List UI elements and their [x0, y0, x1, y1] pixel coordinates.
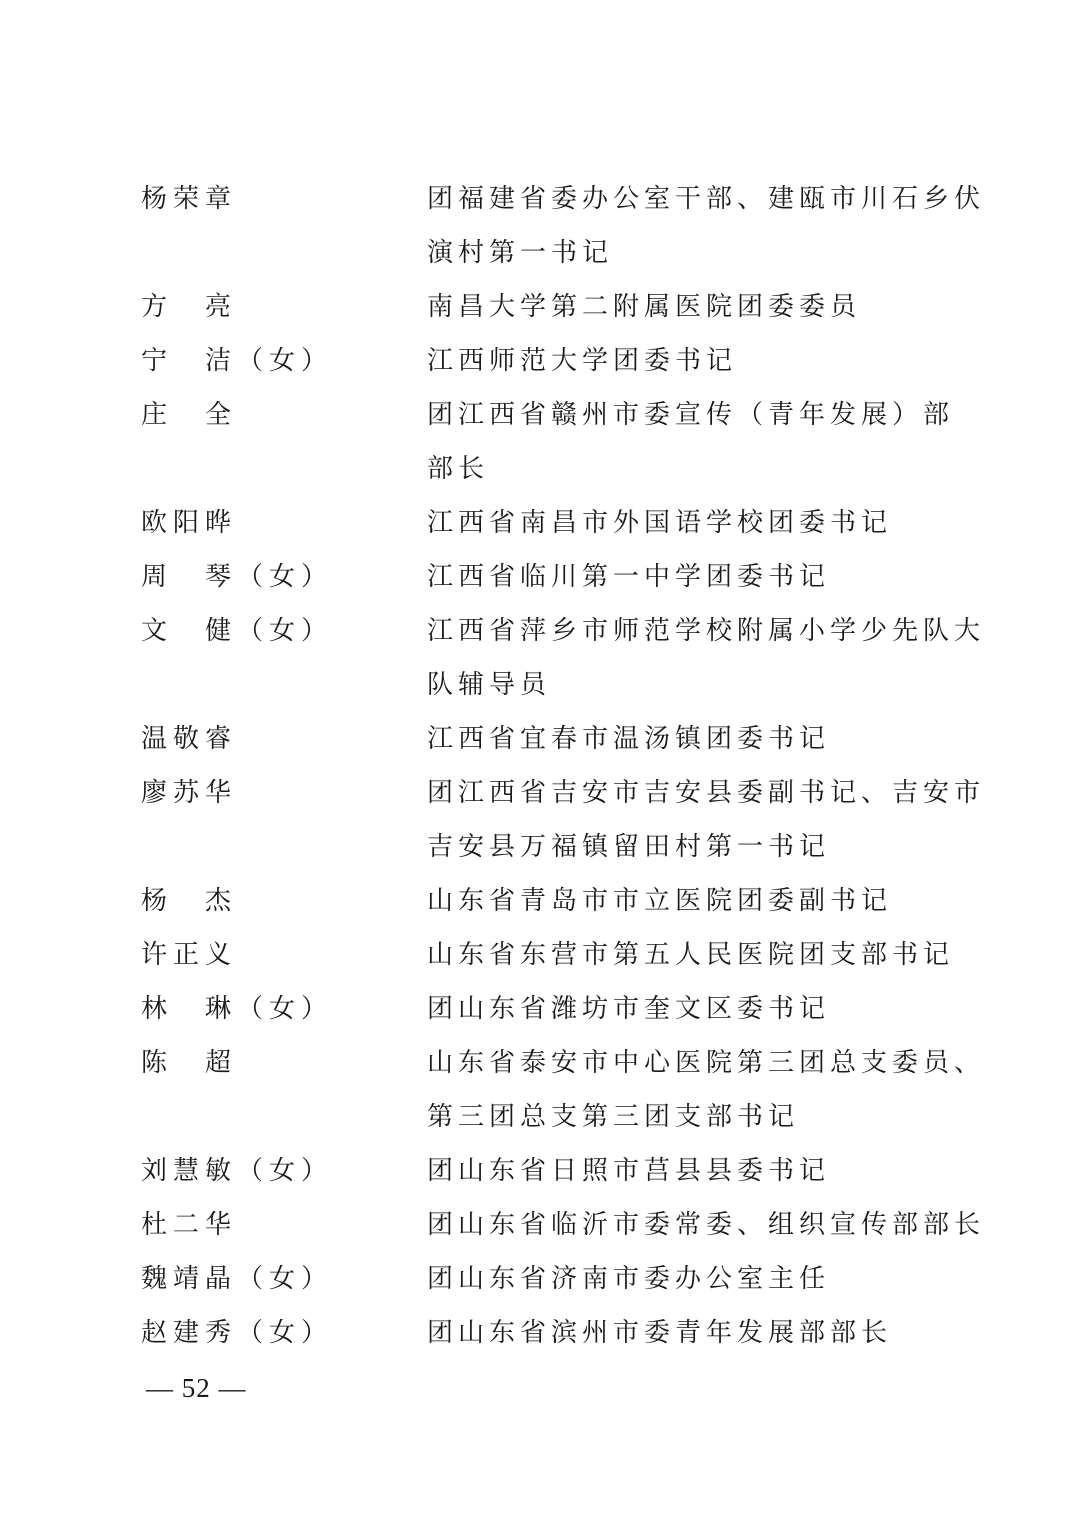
- person-title: [427, 874, 947, 928]
- list-entry: [0, 874, 1080, 928]
- person-name: 方 亮: [141, 292, 238, 322]
- page-number: — 52 —: [146, 1373, 247, 1403]
- list-entry: [0, 982, 1080, 1036]
- list-entry: [0, 712, 1080, 766]
- title-line: 山东省青岛市市立医院团委副书记: [427, 886, 893, 916]
- list-entry: [0, 334, 1080, 388]
- person-title: [427, 172, 986, 280]
- list-entry: [0, 496, 1080, 550]
- title-line: 江西省南昌市外国语学校团委书记: [427, 508, 893, 538]
- person-name: 温敬睿: [141, 724, 238, 754]
- list-entry: [0, 604, 1080, 712]
- title-line: 部长: [427, 454, 490, 484]
- title-line: 山东省泰安市中心医院第三团总支委员、: [427, 1048, 986, 1078]
- title-line: 团山东省潍坊市奎文区委书记: [427, 994, 831, 1024]
- title-line: 团福建省委办公室干部、建瓯市川石乡伏: [427, 184, 986, 214]
- person-name: 宁 洁（女）: [141, 346, 334, 376]
- person-title: [427, 388, 955, 496]
- person-name: 魏靖晶（女）: [141, 1264, 334, 1294]
- title-line: 江西省萍乡市师范学校附属小学少先队大: [427, 616, 986, 646]
- list-entry: [0, 550, 1080, 604]
- person-name: 廖苏华: [141, 778, 238, 808]
- person-name: 杨荣章: [141, 184, 238, 214]
- person-title: [427, 766, 986, 874]
- person-name: 欧阳晔: [141, 508, 238, 538]
- person-title: [427, 1198, 986, 1252]
- list-entry: [0, 766, 1080, 874]
- person-name: 杜二华: [141, 1210, 238, 1240]
- person-name: 杨 杰: [141, 886, 238, 916]
- title-line: 团山东省济南市委办公室主任: [427, 1264, 831, 1294]
- list-entry: [0, 928, 1080, 982]
- list-entry: [0, 388, 1080, 496]
- list-entry: [0, 1198, 1080, 1252]
- title-line: 山东省东营市第五人民医院团支部书记: [427, 940, 955, 970]
- title-line: 演村第一书记: [427, 238, 614, 268]
- title-line: 团江西省吉安市吉安县委副书记、吉安市: [427, 778, 986, 808]
- person-name: 林 琳（女）: [141, 994, 334, 1024]
- list-entry: [0, 172, 1080, 280]
- list-entry: [0, 280, 1080, 334]
- list-entry: [0, 1036, 1080, 1144]
- person-name: 赵建秀（女）: [141, 1318, 334, 1348]
- title-line: 队辅导员: [427, 670, 552, 700]
- person-title: [427, 1252, 947, 1306]
- list-entry: [0, 1144, 1080, 1198]
- title-line: 江西师范大学团委书记: [427, 346, 738, 376]
- title-line: 团山东省临沂市委常委、组织宣传部部长: [427, 1210, 986, 1240]
- person-title: [427, 1036, 986, 1144]
- person-title: [427, 550, 947, 604]
- list-entry: [0, 1252, 1080, 1306]
- person-name: 刘慧敏（女）: [141, 1156, 334, 1186]
- person-title: [427, 334, 947, 388]
- title-line: 江西省宜春市温汤镇团委书记: [427, 724, 831, 754]
- person-title: [427, 604, 986, 712]
- person-title: [427, 280, 947, 334]
- title-line: 团江西省赣州市委宣传（青年发展）部: [427, 400, 955, 430]
- person-title: [427, 928, 955, 982]
- person-name: 庄 全: [141, 400, 238, 430]
- person-title: [427, 982, 947, 1036]
- title-line: 第三团总支第三团支部书记: [427, 1102, 800, 1132]
- title-line: 江西省临川第一中学团委书记: [427, 562, 831, 592]
- title-line: 团山东省滨州市委青年发展部部长: [427, 1318, 893, 1348]
- person-title: [427, 712, 947, 766]
- person-name: 周 琴（女）: [141, 562, 334, 592]
- person-name: 陈 超: [141, 1048, 238, 1078]
- title-line: 吉安县万福镇留田村第一书记: [427, 832, 831, 862]
- title-line: 团山东省日照市莒县县委书记: [427, 1156, 831, 1186]
- person-title: [427, 496, 947, 550]
- name-list: [0, 172, 1080, 1360]
- person-title: [427, 1144, 947, 1198]
- list-entry: [0, 1306, 1080, 1360]
- person-name: 许正义: [141, 940, 238, 970]
- person-title: [427, 1306, 947, 1360]
- title-line: 南昌大学第二附属医院团委委员: [427, 292, 862, 322]
- person-name: 文 健（女）: [141, 616, 334, 646]
